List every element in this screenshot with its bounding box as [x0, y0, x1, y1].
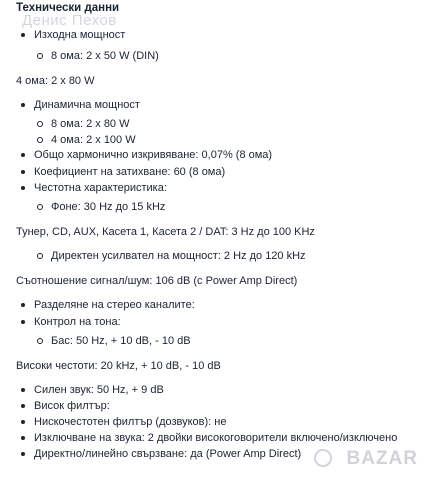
list-item: Фоне: 30 Hz до 15 kHz	[51, 201, 166, 213]
section-heading: Технически данни	[16, 2, 120, 14]
list-item: Силен звук: 50 Hz, + 9 dB	[34, 384, 164, 396]
list-item: Бас: 50 Hz, + 10 dB, - 10 dB	[51, 335, 191, 347]
list-item: 4 ома: 2 x 100 W	[51, 134, 136, 146]
bazar-logo: BAZAR	[346, 448, 418, 469]
list-item: Контрол на тона:	[34, 316, 121, 328]
list-item: Динамична мощност	[34, 99, 140, 111]
paragraph: Високи честоти: 20 kHz, + 10 dB, - 10 dB	[16, 360, 221, 372]
list-item: Общо хармонично изкривяване: 0,07% (8 ома)	[34, 149, 273, 161]
list-item: Директен усилвател на мощност: 2 Hz до 120 kHz	[51, 250, 306, 262]
bazar-logo-icon	[314, 449, 332, 467]
list-item: 8 ома: 2 x 50 W (DIN)	[51, 50, 159, 62]
list-item: Изключване на звука: 2 двойки високоговорители включено/изключено	[34, 432, 398, 444]
list-item: Честотна характеристика:	[34, 182, 167, 194]
paragraph: 4 ома: 2 x 80 W	[16, 75, 95, 87]
paragraph: Тунер, CD, AUX, Касета 1, Касета 2 / DAT: 3 Hz до 100 KHz	[16, 226, 315, 238]
list-item: Изходна мощност	[34, 29, 126, 41]
list-item: Директно/линейно свързване: да (Power Amp Direct)	[34, 448, 302, 460]
list-item: Коефициент на затихване: 60 (8 ома)	[34, 166, 226, 178]
seller-watermark: Денис Пехов	[22, 12, 117, 29]
list-item: Разделяне на стерео каналите:	[34, 299, 195, 311]
list-item: Нискочестотен филтър (дозвуков): не	[34, 416, 227, 428]
list-item: 8 ома: 2 x 80 W	[51, 118, 130, 130]
list-item: Висок филтър:	[34, 400, 110, 412]
paragraph: Съотношение сигнал/шум: 106 dB (с Power Amp Direct)	[16, 275, 298, 287]
